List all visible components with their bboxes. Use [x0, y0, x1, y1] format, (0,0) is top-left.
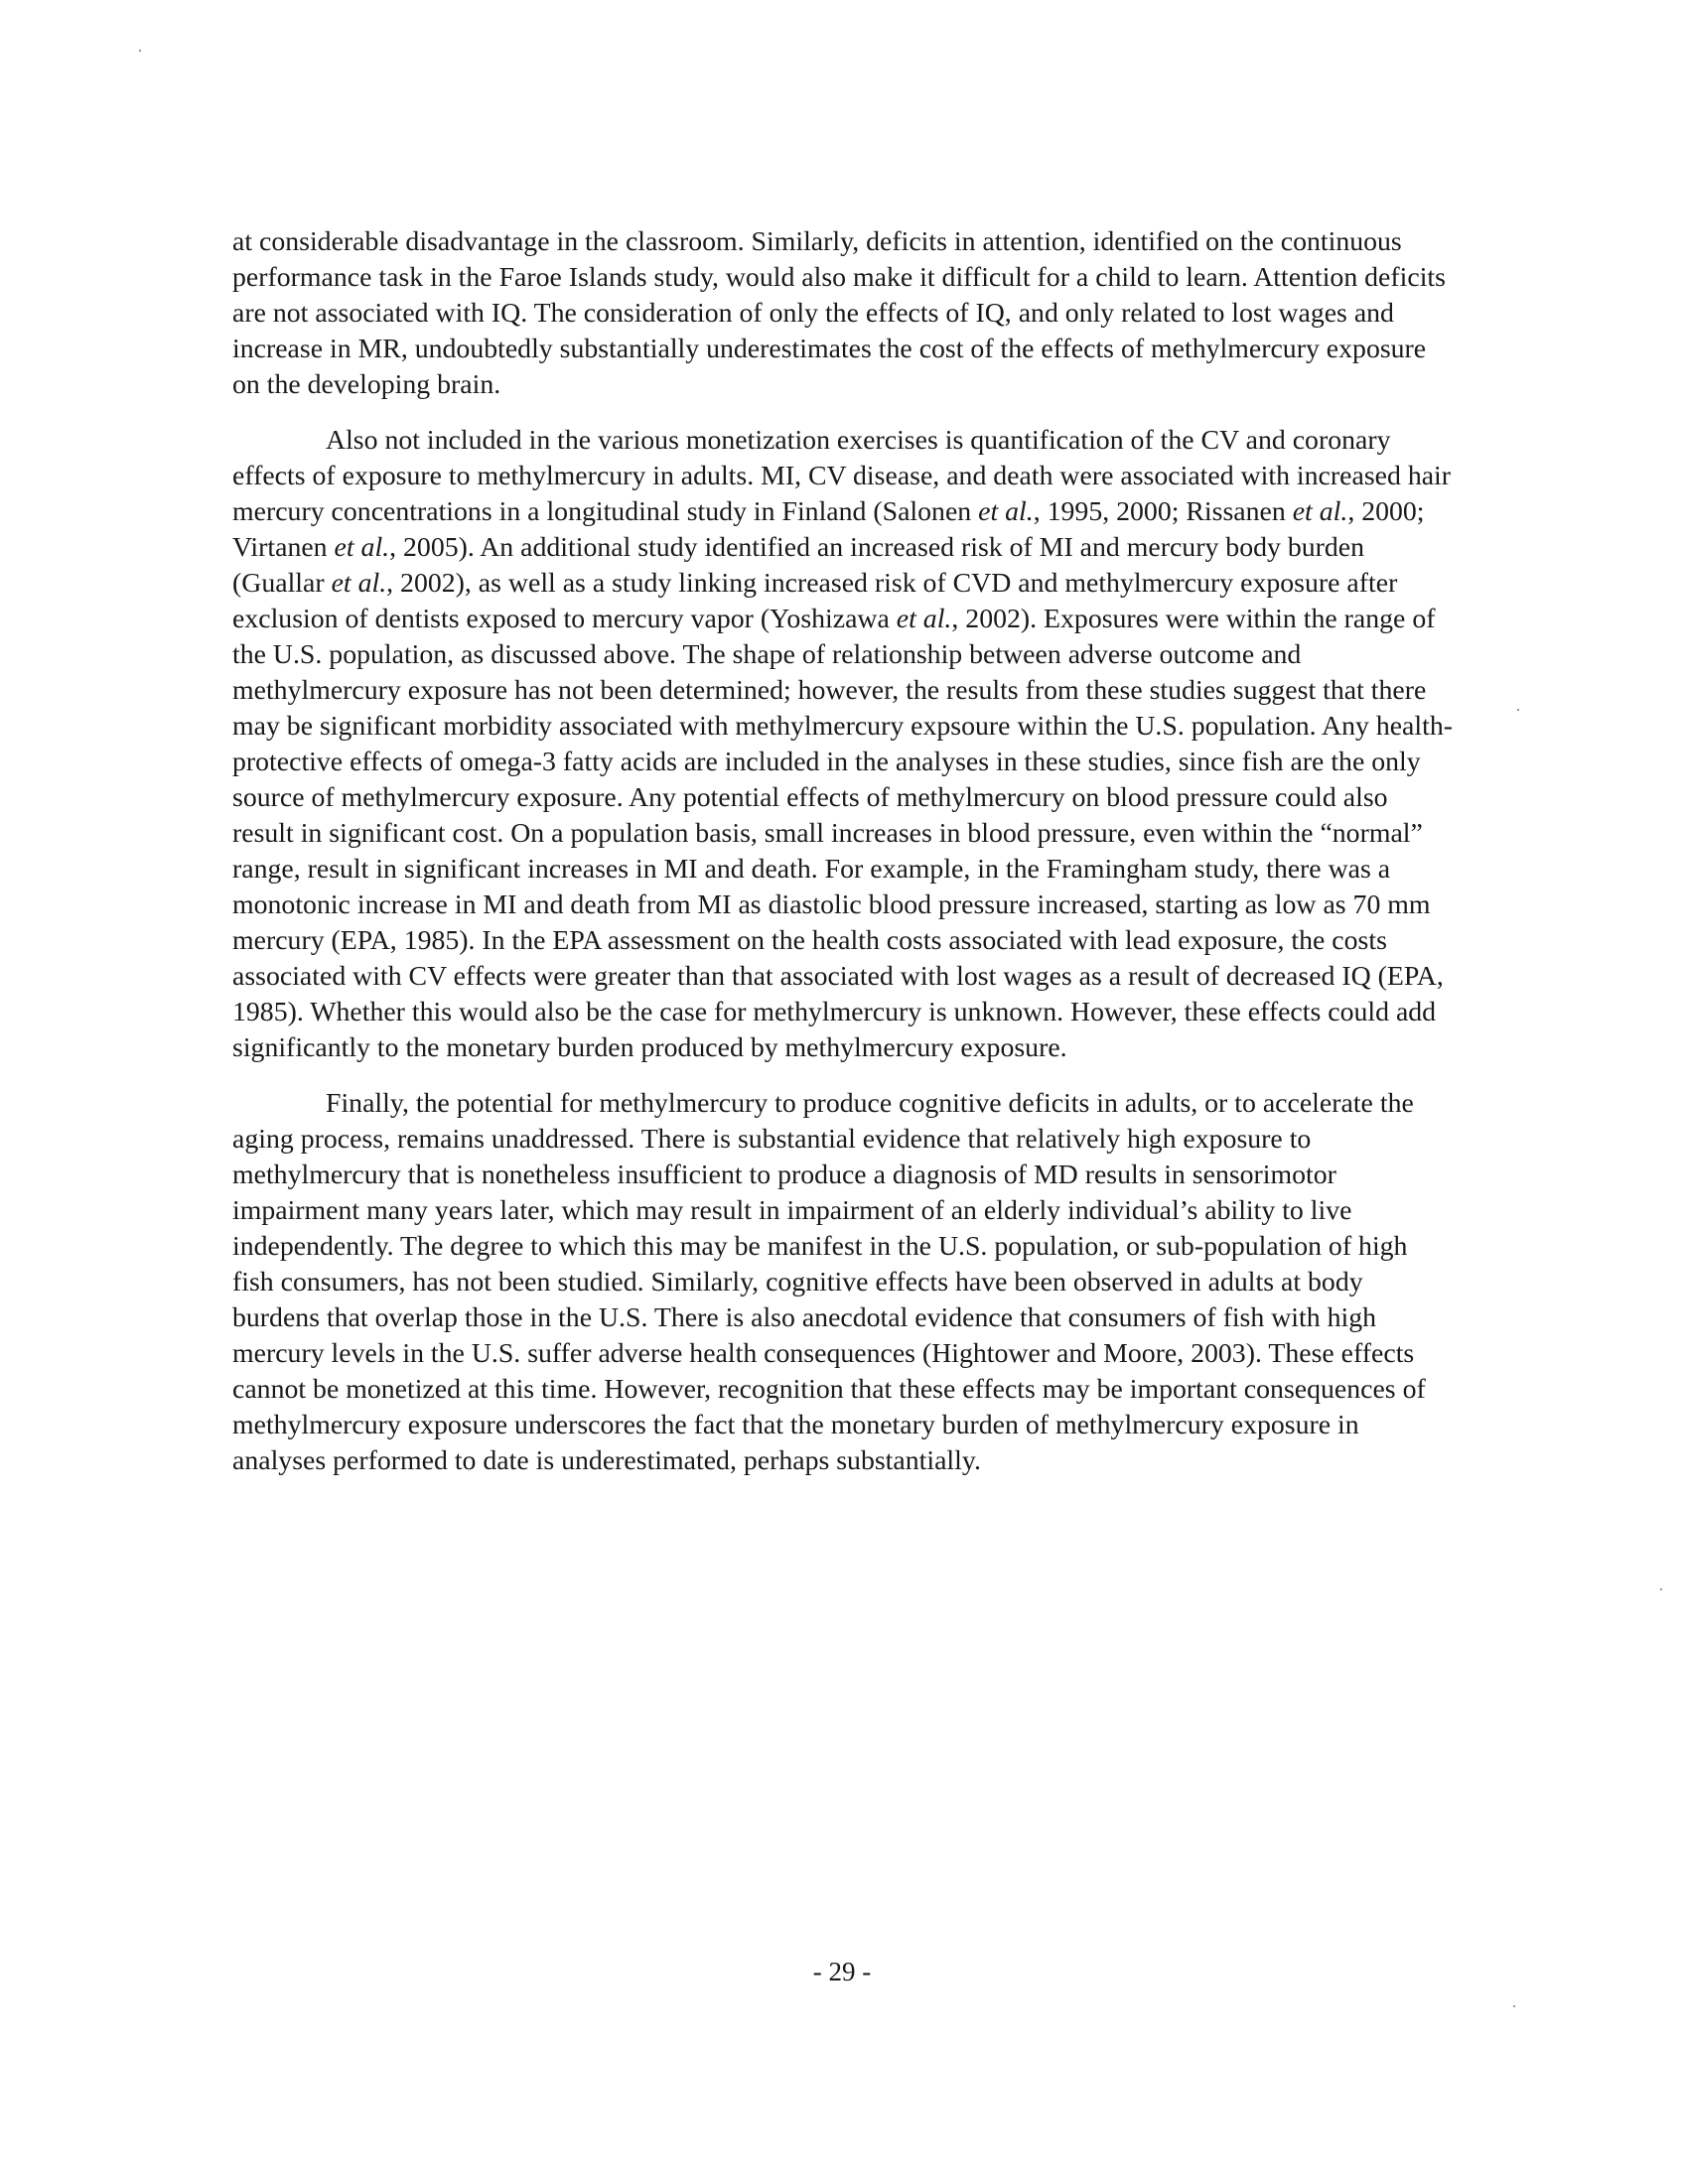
scan-speck — [1660, 1588, 1662, 1590]
paragraph-1 — [232, 224, 1454, 403]
body-text — [232, 224, 1454, 1499]
citation-et-al: et al. — [978, 496, 1034, 527]
citation-et-al: et al. — [1292, 496, 1348, 527]
paragraph-2 — [232, 423, 1454, 1066]
paragraph-3-run: Finally, the potential for methylmercury to produce cognitive deficits in adults, or to accelerate the aging process, remains unaddressed. There is substantial evidence that relatively high exposure to methylmercury that is nonetheless insufficient to produce a diagnosis of MD results in sensorimotor impairment many years later, which may result in impairment of an elderly individual’s ability to live independently. The degree to which this may be manifest in the U.S. population, or sub-population of high fish consumers, has not been studied. Similarly, cognitive effects have been observed in adults at body burdens that overlap those in the U.S. There is also anecdotal evidence that consumers of fish with high mercury levels in the U.S. suffer adverse health consequences (Hightower and Moore, 2003). These effects cannot be monetized at this time. However, recognition that these effects may be important consequences of methylmercury exposure underscores the fact that the monetary burden of methylmercury exposure in analyses performed to date is underestimated, perhaps substantially. — [232, 1088, 1426, 1476]
paragraph-2-run: , 2005). An additional study identified an increased risk of MI and mercury body burden (Guallar — [232, 532, 1365, 599]
paragraph-2-run: Also not included in the various monetization exercises is quantification of the CV and coronary effects of exposure to methylmercury in adults. MI, CV disease, and death were associated with increased hair mercury concentrations in a longitudinal study in Finland (Salonen — [232, 425, 1452, 527]
citation-et-al: et al. — [331, 568, 387, 599]
paragraph-2-run: , 2002). Exposures were within the range of the U.S. population, as discussed above. The shape of relationship between adverse outcome and methylmercury exposure has not been determined; however, the results from these studies suggest that there may be significant morbidity associated with methylmercury expsoure within the U.S. population. Any health-protective effects of omega-3 fatty acids are included in the analyses in these studies, since fish are the only source of methylmercury exposure. Any potential effects of methylmercury on blood pressure could also result in significant cost. On a population basis, small increases in blood pressure, even within the “normal” range, result in significant increases in MI and death. For example, in the Framingham study, there was a monotonic increase in MI and death from MI as diastolic blood pressure increased, starting as low as 70 mm mercury (EPA, 1985). In the EPA assessment on the health costs associated with lead exposure, the costs associated with CV effects were greater than that associated with lost wages as a result of decreased IQ (EPA, 1985). Whether this would also be the case for methylmercury is unknown. However, these effects could add significantly to the monetary burden produced by methylmercury exposure. — [232, 604, 1453, 1063]
paragraph-2-run: , 2000; Virtanen — [232, 496, 1425, 563]
page-number: - 29 - — [812, 1957, 872, 1986]
scan-speck — [1517, 709, 1519, 711]
paragraph-1-run: at considerable disadvantage in the classroom. Similarly, deficits in attention, identified on the continuous performance task in the Faroe Islands study, would also make it difficult for a child to learn. Attention deficits are not associated with IQ. The consideration of only the effects of IQ, and only related to lost wages and increase in MR, undoubtedly substantially underestimates the cost of the effects of methylmercury exposure on the developing brain. — [232, 226, 1446, 400]
scan-speck — [139, 50, 141, 52]
citation-et-al: et al. — [896, 604, 952, 634]
scan-speck — [1513, 2005, 1515, 2007]
paragraph-2-run: , 2002), as well as a study linking increased risk of CVD and methylmercury exposure after exclusion of dentists exposed to mercury vapor (Yoshizawa — [232, 568, 1398, 634]
paragraph-3 — [232, 1086, 1454, 1479]
paragraph-2-run: , 1995, 2000; Rissanen — [1033, 496, 1293, 527]
citation-et-al: et al. — [334, 532, 390, 563]
